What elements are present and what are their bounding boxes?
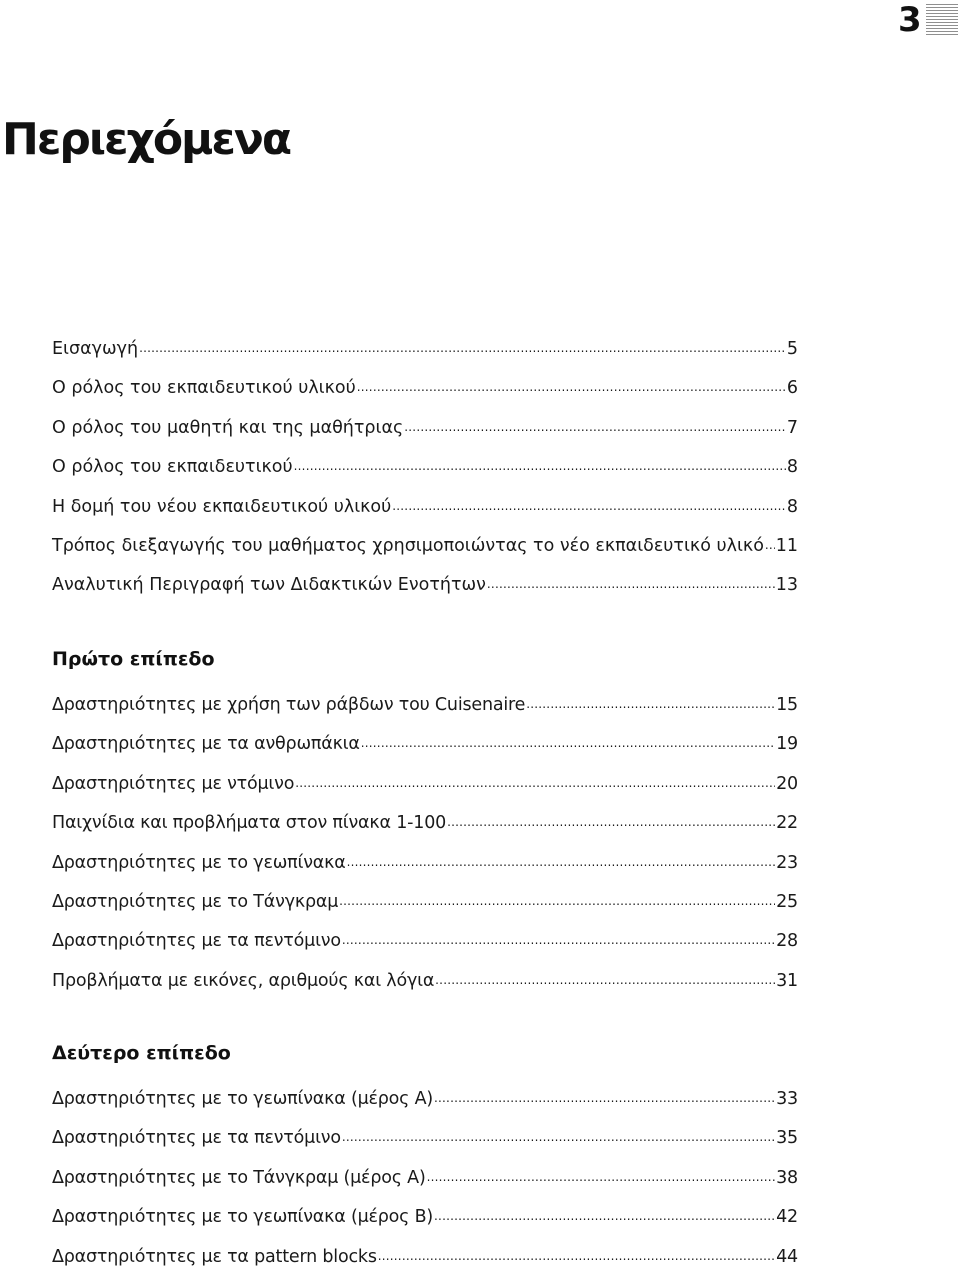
dot-leader <box>427 1165 776 1183</box>
toc-entry-title: Δραστηριότητες με το Τάνγκραμ <box>52 891 339 912</box>
toc-entry-page: 22 <box>776 813 798 834</box>
toc-entry-title: Ο ρόλος του μαθητή και της μαθήτριας <box>52 417 404 438</box>
toc-entry-page: 8 <box>786 496 798 517</box>
toc-entry-title: Ο ρόλος του εκπαιδευτικού <box>52 457 293 478</box>
toc-entry-title: Δραστηριότητες με χρήση των ράβδων του Cuisenaire <box>52 695 526 715</box>
toc-level1-list <box>52 686 798 1001</box>
dot-leader <box>361 732 775 750</box>
toc-entry-title: Δραστηριότητες με τα pattern blocks <box>52 1246 377 1267</box>
toc-entry[interactable] <box>52 330 798 369</box>
toc-level2-list <box>52 1080 798 1277</box>
toc-entry-title: Δραστηριότητες με το Τάνγκραμ (μέρος Α) <box>52 1167 426 1188</box>
toc-entry-page: 6 <box>786 378 798 399</box>
toc-entry-title: Δραστηριότητες με τα πεντόμινο <box>52 931 341 952</box>
toc-entry-title: Δραστηριότητες με τα ανθρωπάκια <box>52 734 360 755</box>
dot-leader <box>435 968 775 986</box>
toc-entry-page: 8 <box>786 457 798 478</box>
toc-entry-page: 20 <box>776 773 798 794</box>
toc-entry-title: Προβλήματα με εικόνες, αριθμούς και λόγια <box>52 970 435 991</box>
dot-leader <box>357 376 786 394</box>
toc-entry[interactable] <box>52 1238 798 1277</box>
page-number: 3 <box>898 0 922 40</box>
toc-entry-title: Τρόπος διεξαγωγής του μαθήματος χρησιμοποιώντας το νέο εκπαιδευτικό υλικό <box>52 535 764 556</box>
dot-leader <box>139 337 786 355</box>
toc-entry[interactable] <box>52 488 798 527</box>
toc-entry-page: 23 <box>776 852 798 873</box>
toc-entry[interactable] <box>52 409 798 448</box>
dot-leader <box>404 415 786 433</box>
section-heading-level1: Πρώτο επίπεδο <box>52 648 215 670</box>
toc-entry-title: Εισαγωγή <box>52 339 139 359</box>
toc-entry[interactable] <box>52 566 798 605</box>
toc-entry[interactable] <box>52 804 798 843</box>
section-heading-level2: Δεύτερο επίπεδο <box>52 1042 231 1064</box>
striped-decoration <box>926 4 958 36</box>
dot-leader <box>295 771 775 789</box>
dot-leader <box>487 573 775 591</box>
toc-entry[interactable] <box>52 1119 798 1158</box>
toc-entry-title: Δραστηριότητες με ντόμινο <box>52 773 295 794</box>
toc-entry[interactable] <box>52 1198 798 1237</box>
toc-entry-page: 28 <box>776 931 798 952</box>
toc-entry-page: 38 <box>776 1167 798 1188</box>
dot-leader <box>339 889 775 907</box>
dot-leader <box>342 929 775 947</box>
toc-entry[interactable] <box>52 844 798 883</box>
toc-entry-page: 15 <box>776 695 798 715</box>
page-number-block <box>896 0 960 40</box>
dot-leader <box>765 533 775 551</box>
toc-entry-page: 35 <box>776 1128 798 1149</box>
toc-entry[interactable] <box>52 686 798 725</box>
toc-entry[interactable] <box>52 883 798 922</box>
toc-entry-page: 44 <box>776 1246 798 1267</box>
toc-entry-title: Δραστηριότητες με το γεωπίνακα (μέρος Α) <box>52 1089 434 1109</box>
toc-entry[interactable] <box>52 922 798 961</box>
toc-entry-page: 33 <box>776 1089 798 1109</box>
dot-leader <box>526 693 775 711</box>
toc-entry-page: 7 <box>786 417 798 438</box>
toc-entry[interactable] <box>52 962 798 1001</box>
dot-leader <box>434 1087 775 1105</box>
toc-entry-page: 25 <box>776 891 798 912</box>
toc-entry-page: 13 <box>775 575 798 596</box>
toc-entry-title: Αναλυτική Περιγραφή των Διδακτικών Ενοτήτων <box>52 575 486 596</box>
dot-leader <box>294 455 786 473</box>
toc-entry-page: 42 <box>776 1207 798 1228</box>
dot-leader <box>434 1205 775 1223</box>
toc-entry-page: 31 <box>776 970 798 991</box>
toc-intro-list <box>52 330 798 606</box>
toc-entry-title: Δραστηριότητες με το γεωπίνακα <box>52 852 346 873</box>
toc-entry[interactable] <box>52 448 798 487</box>
toc-entry-title: Δραστηριότητες με τα πεντόμινο <box>52 1128 341 1149</box>
dot-leader <box>347 850 776 868</box>
toc-entry-title: Η δομή του νέου εκπαιδευτικού υλικού <box>52 496 392 517</box>
toc-entry[interactable] <box>52 527 798 566</box>
toc-entry-page: 11 <box>775 535 798 556</box>
dot-leader <box>378 1244 775 1262</box>
toc-entry[interactable] <box>52 765 798 804</box>
toc-entry[interactable] <box>52 369 798 408</box>
toc-entry-page: 19 <box>776 734 798 755</box>
toc-entry[interactable] <box>52 1080 798 1119</box>
toc-entry[interactable] <box>52 725 798 764</box>
dot-leader <box>342 1126 775 1144</box>
toc-entry-page: 5 <box>786 339 798 359</box>
page-title: Περιεχόμενα <box>2 114 291 165</box>
toc-entry-title: Ο ρόλος του εκπαιδευτικού υλικού <box>52 378 356 399</box>
dot-leader <box>392 494 786 512</box>
toc-entry[interactable] <box>52 1159 798 1198</box>
toc-entry-title: Δραστηριότητες με το γεωπίνακα (μέρος Β) <box>52 1207 434 1228</box>
dot-leader <box>447 811 775 829</box>
toc-entry-title: Παιχνίδια και προβλήματα στον πίνακα 1-100 <box>52 813 447 834</box>
